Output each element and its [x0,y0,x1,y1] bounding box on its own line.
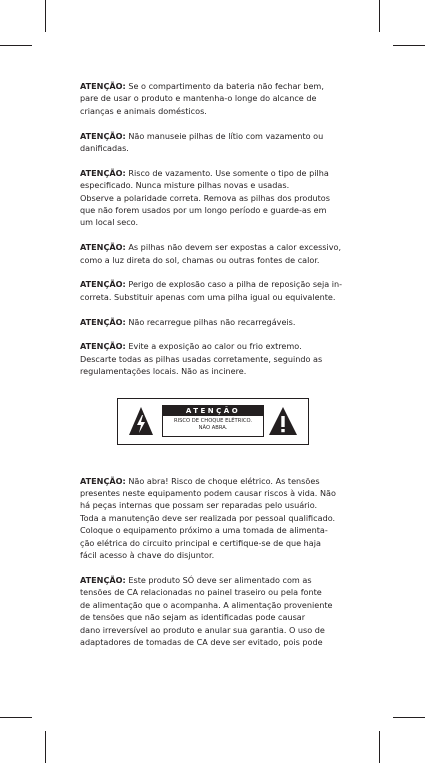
warning-text: Risco de vazamento. Use somente o tipo de pilha especificado. Nunca misture pilhas novas e usadas. Observe a polaridade correta. Remova as pilhas dos produtos que não forem usados por um longo período e guarde-as em um local seco. [80,167,330,228]
warning-label: ATENÇÃO: [80,475,126,486]
crop-mark-bottom-right-h [393,717,425,718]
warning-paragraph-6 [80,316,350,328]
warning-text: Não manuseie pilhas de lítio com vazamento ou danificadas. [80,130,324,154]
warning-paragraph-2 [80,130,350,155]
exclamation-triangle-icon [268,406,298,436]
warning-paragraph-1 [80,80,350,117]
warning-label: ATENÇÃO: [80,574,126,585]
warning-label: ATENÇÃO: [80,341,126,352]
warning-label-box [162,405,264,437]
warning-label-text: RISCO DE CHOQUE ELÉTRICO. NÃO ABRA. [173,417,252,431]
crop-mark-bottom-left-v [45,731,46,763]
crop-mark-top-right-h [393,45,425,46]
warning-text: Não abra! Risco de choque elétrico. As tensões presentes neste equipamento podem causar riscos à vida. Não há peças internas que possam ser reparadas pelo usuário. Toda a manutenção deve ser realizada por pessoal qualificado. Coloque o equipamento próximo a uma tomada de alimenta- ção elétrica do circuito principal e certifique-se de que haja fácil acesso à chave do disjuntor. [80,475,336,561]
warning-paragraph-4 [80,241,350,266]
warning-text: Perigo de explosão caso a pilha de reposição seja in- correta. Substituir apenas com uma pilha igual ou equivalente. [80,279,343,302]
warning-paragraph-5 [80,278,350,303]
warning-paragraph-9 [80,574,350,648]
warning-text: Não recarregue pilhas não recarregáveis. [128,316,296,327]
crop-mark-bottom-right-v [379,731,380,763]
warning-label: ATENÇÃO: [80,130,126,141]
warning-text: As pilhas não devem ser expostas a calor excessivo, como a luz direta do sol, chamas ou outras fontes de calor. [80,242,342,265]
warning-label-title: ATENÇÃO [163,406,263,416]
warning-text: Este produto SÓ deve ser alimentado com as tensões de CA relacionadas no painel traseiro ou pela fonte de alimentação que o acompanha. A alimentação proveniente de tensões que não sejam as identificadas pode causar dano irreversível ao produto e anular sua garantia. O uso de adaptadores de tomadas de CA deve ser evitado, pois pode [80,574,333,647]
document-body [80,80,350,661]
shock-warning-label [117,398,309,445]
warning-text: Evite a exposição ao calor ou frio extremo. Descarte todas as pilhas usadas corretamente, seguindo as regulamentações locais. Não as incinere. [80,341,323,377]
warning-paragraph-3 [80,167,350,229]
warning-text: Se o compartimento da bateria não fechar bem, pare de usar o produto e mantenha-o longe do alcance de crianças e animais domésticos. [80,81,324,116]
crop-mark-top-right-v [379,0,380,32]
warning-paragraph-7 [80,340,350,377]
warning-label: ATENÇÃO: [80,316,126,327]
warning-label: ATENÇÃO: [80,167,126,178]
crop-mark-top-left-h [0,45,32,46]
lightning-bolt-icon [128,406,154,436]
warning-label: ATENÇÃO: [80,242,126,253]
warning-label: ATENÇÃO: [80,279,126,290]
crop-mark-top-left-v [45,0,46,32]
warning-label: ATENÇÃO: [80,81,126,91]
warning-paragraph-8 [80,475,350,562]
crop-mark-bottom-left-h [0,717,32,718]
